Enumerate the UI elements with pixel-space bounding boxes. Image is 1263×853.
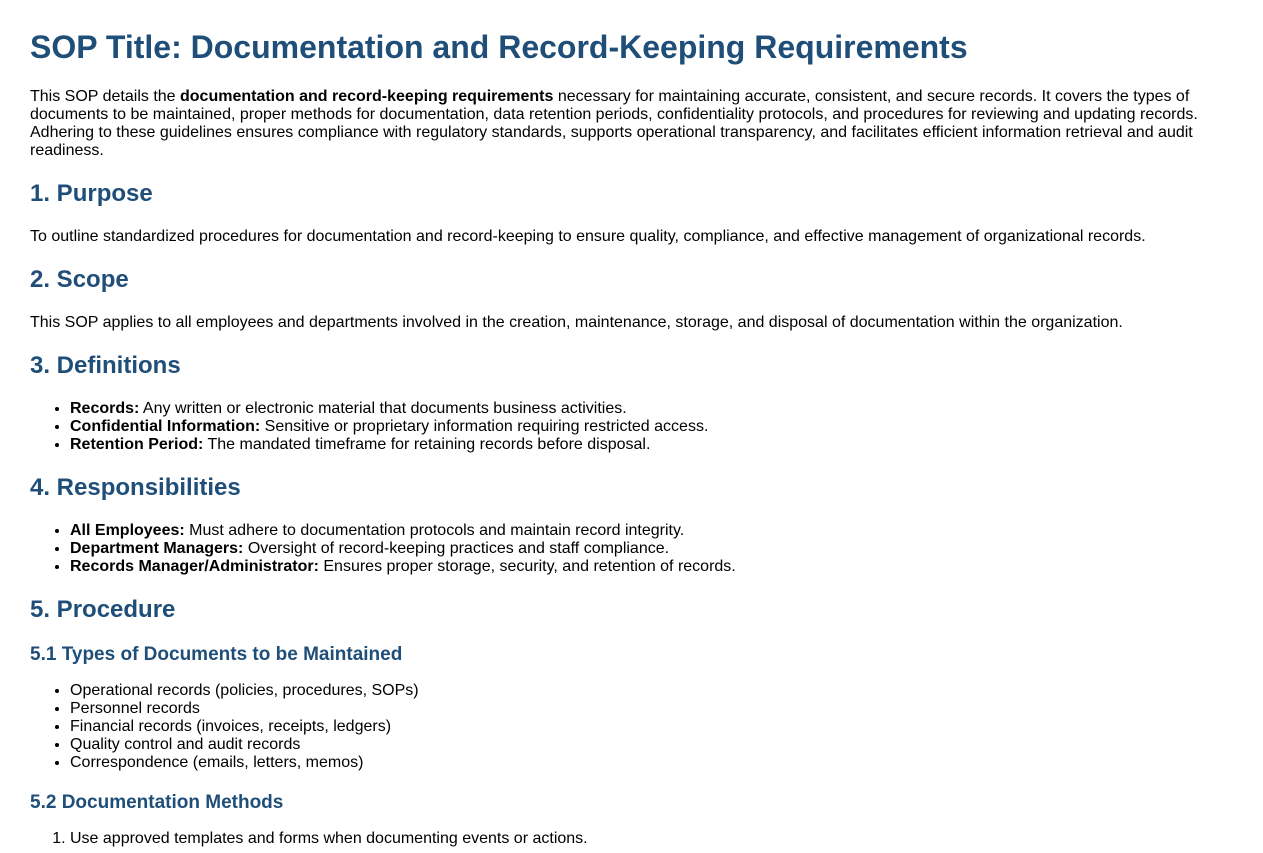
intro-text-before: This SOP details the — [30, 88, 180, 105]
purpose-heading: 1. Purpose — [30, 180, 153, 207]
responsibility-role: Department Managers: — [70, 540, 244, 557]
definition-desc: Sensitive or proprietary information requiring restricted access. — [260, 418, 709, 435]
documentation-methods-list — [30, 830, 1233, 848]
page-title: SOP Title: Documentation and Record-Keeping Requirements — [30, 29, 968, 65]
list-item — [70, 400, 1233, 418]
document-types-list — [30, 682, 1233, 772]
list-item: • Financial records (invoices, receipts, ledgers) — [70, 718, 1233, 736]
documentation-methods-heading: 5.2 Documentation Methods — [30, 792, 284, 813]
intro-text-after: necessary for maintaining accurate, consistent, and secure records. It covers the types of documents to be maintained, proper methods for documentation, data retention periods, confidentiality protocols, and procedures for reviewing and updating records. Adhering to these guidelines ensures compliance with regulatory standards, supports operational transparency, and facilitates efficient information retrieval and audit readiness. — [30, 88, 1198, 159]
scope-heading: 2. Scope — [30, 266, 129, 293]
list-item: • Operational records (policies, procedures, SOPs) — [70, 682, 1233, 700]
list-item — [70, 418, 1233, 436]
list-item — [70, 558, 1233, 576]
definition-term: Retention Period: — [70, 436, 204, 453]
responsibility-desc: Ensures proper storage, security, and retention of records. — [318, 558, 736, 575]
responsibilities-heading: 4. Responsibilities — [30, 474, 241, 501]
definition-desc: Any written or electronic material that documents business activities. — [139, 400, 627, 417]
intro-paragraph — [30, 88, 1233, 160]
responsibilities-list — [30, 522, 1233, 576]
responsibility-role: All Employees: — [70, 522, 185, 539]
responsibility-role: Records Manager/Administrator: — [70, 558, 319, 575]
purpose-text: To outline standardized procedures for documentation and record-keeping to ensure quality, compliance, and effective management of organizational records. — [30, 228, 1146, 245]
definitions-list — [30, 400, 1233, 454]
scope-text: This SOP applies to all employees and departments involved in the creation, maintenance, storage, and disposal of documentation within the organization. — [30, 314, 1123, 331]
list-item — [70, 540, 1233, 558]
list-item: 1. Use approved templates and forms when documenting events or actions. — [70, 830, 1233, 848]
responsibility-desc: Oversight of record-keeping practices and staff compliance. — [243, 540, 670, 557]
list-item — [70, 522, 1233, 540]
list-item — [70, 436, 1233, 454]
definitions-heading: 3. Definitions — [30, 352, 181, 379]
list-item: • Correspondence (emails, letters, memos) — [70, 754, 1233, 772]
definition-term: Records: — [70, 400, 140, 417]
procedure-heading: 5. Procedure — [30, 596, 176, 623]
intro-text-bold: documentation and record-keeping requirements — [180, 88, 554, 105]
responsibility-desc: Must adhere to documentation protocols and maintain record integrity. — [184, 522, 685, 539]
document-types-heading: 5.1 Types of Documents to be Maintained — [30, 644, 403, 665]
list-item: • Quality control and audit records — [70, 736, 1233, 754]
definition-desc: The mandated timeframe for retaining records before disposal. — [203, 436, 651, 453]
list-item: • Personnel records — [70, 700, 1233, 718]
definition-term: Confidential Information: — [70, 418, 261, 435]
